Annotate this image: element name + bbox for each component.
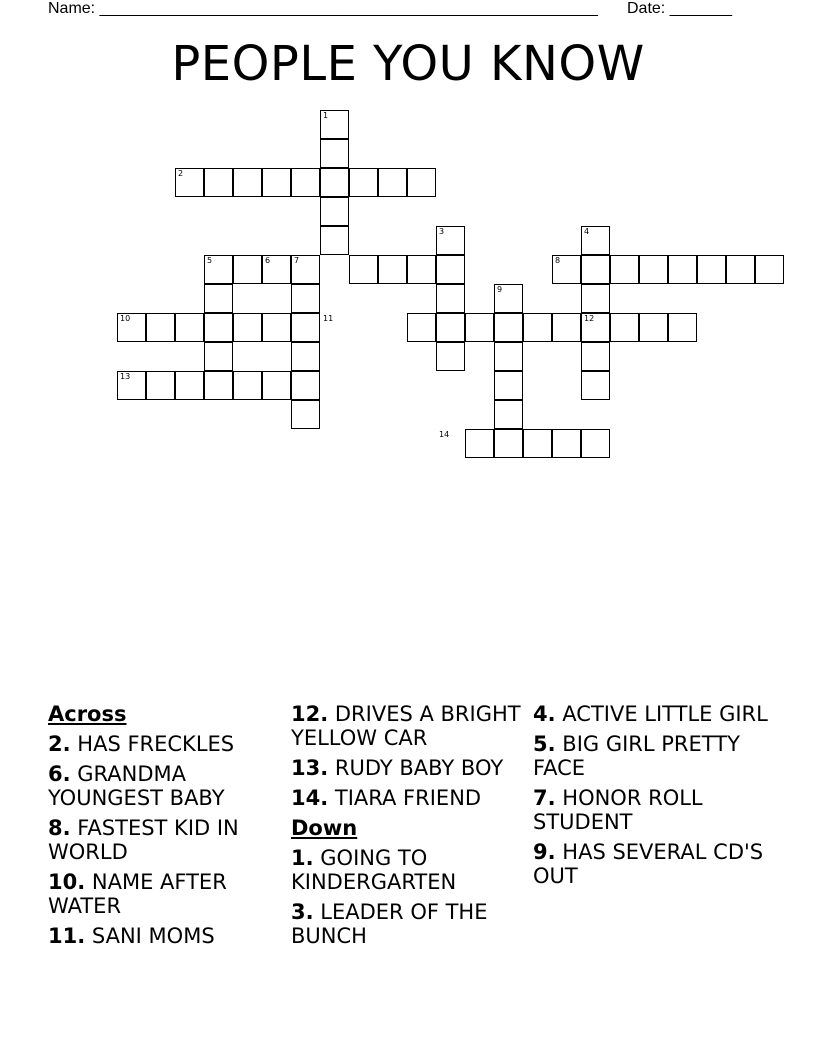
grid-cell[interactable] <box>436 255 465 284</box>
grid-cell[interactable] <box>262 313 291 342</box>
grid-cell[interactable] <box>581 429 610 458</box>
cell-number: 2 <box>178 169 184 178</box>
grid-cell[interactable] <box>494 429 523 458</box>
clue-number: 10. <box>48 870 86 894</box>
grid-cell[interactable] <box>291 284 320 313</box>
grid-cell[interactable] <box>697 255 726 284</box>
grid-cell[interactable] <box>639 313 668 342</box>
grid-cell[interactable] <box>494 342 523 371</box>
grid-cell[interactable] <box>233 371 262 400</box>
clue-across-12 <box>291 702 531 750</box>
grid-cell[interactable] <box>233 313 262 342</box>
clue-across-6 <box>48 762 288 810</box>
clue-across-8 <box>48 816 288 864</box>
clue-number: 13. <box>291 756 329 780</box>
grid-cell[interactable] <box>320 139 349 168</box>
grid-cell[interactable] <box>523 313 552 342</box>
grid-cell[interactable] <box>436 313 465 342</box>
cell-number: 13 <box>120 372 131 381</box>
grid-cell[interactable] <box>204 284 233 313</box>
clue-text: HONOR ROLL STUDENT <box>533 786 703 834</box>
clue-number: 5. <box>533 732 556 756</box>
clue-text: HAS FRECKLES <box>77 732 235 756</box>
clue-text: SANI MOMS <box>91 924 215 948</box>
clue-text: BIG GIRL PRETTY FACE <box>533 732 740 780</box>
clues-column-1 <box>48 702 288 954</box>
grid-cell[interactable] <box>581 255 610 284</box>
clue-number: 7. <box>533 786 556 810</box>
clue-text: RUDY BABY BOY <box>334 756 504 780</box>
cell-number: 6 <box>265 256 271 265</box>
page-title: PEOPLE YOU KNOW <box>171 36 645 92</box>
grid-cell[interactable] <box>349 255 378 284</box>
clue-text: ACTIVE LITTLE GIRL <box>562 702 768 726</box>
cell-number: 4 <box>584 227 590 236</box>
clue-text: LEADER OF THE BUNCH <box>291 900 488 948</box>
grid-cell[interactable] <box>407 255 436 284</box>
cell-number: 10 <box>120 314 131 323</box>
grid-cell[interactable] <box>581 371 610 400</box>
grid-cell[interactable] <box>552 313 581 342</box>
down-heading: Down <box>291 816 358 840</box>
grid-cell[interactable] <box>639 255 668 284</box>
grid-cell[interactable] <box>610 313 639 342</box>
grid-cell[interactable] <box>378 255 407 284</box>
grid-cell[interactable] <box>581 342 610 371</box>
grid-cell[interactable] <box>233 255 262 284</box>
grid-cell[interactable] <box>146 371 175 400</box>
grid-cell[interactable] <box>262 371 291 400</box>
clue-text: GRANDMA YOUNGEST BABY <box>48 762 225 810</box>
grid-cell[interactable] <box>755 255 784 284</box>
clue-down-5 <box>533 732 773 780</box>
grid-cell[interactable] <box>291 313 320 342</box>
grid-cell[interactable] <box>349 168 378 197</box>
grid-cell[interactable] <box>320 226 349 255</box>
grid-cell[interactable] <box>204 342 233 371</box>
clue-text: HAS SEVERAL CD'S OUT <box>533 840 764 888</box>
clue-across-10 <box>48 870 288 918</box>
grid-cell[interactable] <box>262 168 291 197</box>
clue-number: 6. <box>48 762 71 786</box>
grid-cell[interactable] <box>407 168 436 197</box>
clue-down-4 <box>533 702 773 726</box>
grid-cell[interactable] <box>436 284 465 313</box>
grid-cell[interactable] <box>233 168 262 197</box>
cell-number: 9 <box>497 285 503 294</box>
grid-cell[interactable] <box>610 255 639 284</box>
grid-cell[interactable] <box>320 197 349 226</box>
cell-number: 11 <box>323 314 334 323</box>
grid-cell[interactable] <box>204 313 233 342</box>
clue-down-9 <box>533 840 773 888</box>
grid-cell[interactable] <box>175 313 204 342</box>
clue-number: 3. <box>291 900 314 924</box>
grid-cell[interactable] <box>204 168 233 197</box>
cell-number: 14 <box>439 430 450 439</box>
grid-cell[interactable] <box>465 313 494 342</box>
clue-number: 1. <box>291 846 314 870</box>
clue-text: NAME AFTER WATER <box>48 870 227 918</box>
clue-across-14 <box>291 786 531 810</box>
clues-column-2 <box>291 702 531 954</box>
grid-cell[interactable] <box>465 429 494 458</box>
grid-cell[interactable] <box>204 371 233 400</box>
grid-cell[interactable] <box>581 284 610 313</box>
clue-across-2 <box>48 732 288 756</box>
grid-cell[interactable] <box>291 168 320 197</box>
grid-cell[interactable] <box>378 168 407 197</box>
grid-cell[interactable] <box>668 255 697 284</box>
clue-across-13 <box>291 756 531 780</box>
grid-cell[interactable] <box>407 313 436 342</box>
grid-cell[interactable] <box>291 342 320 371</box>
grid-cell[interactable] <box>320 168 349 197</box>
grid-cell[interactable] <box>552 429 581 458</box>
date-line: Date: _______ <box>627 0 732 17</box>
grid-cell[interactable] <box>523 429 552 458</box>
cell-number: 8 <box>555 256 561 265</box>
clue-number: 8. <box>48 816 71 840</box>
cell-number: 1 <box>323 111 329 120</box>
crossword-grid <box>0 0 816 480</box>
name-line: Name: ________________________________________________________ <box>48 0 598 17</box>
grid-cell[interactable] <box>291 400 320 429</box>
clues-column-3 <box>533 702 773 894</box>
clue-number: 11. <box>48 924 86 948</box>
grid-cell[interactable] <box>291 371 320 400</box>
clue-down-1 <box>291 846 531 894</box>
clue-text: DRIVES A BRIGHT YELLOW CAR <box>291 702 521 750</box>
cell-number: 7 <box>294 256 300 265</box>
across-heading: Across <box>48 702 127 726</box>
grid-cell[interactable] <box>726 255 755 284</box>
clue-down-3 <box>291 900 531 948</box>
cell-number: 12 <box>584 314 595 323</box>
grid-cell[interactable] <box>494 371 523 400</box>
clue-text: GOING TO KINDERGARTEN <box>291 846 457 894</box>
grid-cell[interactable] <box>494 400 523 429</box>
grid-cell[interactable] <box>146 313 175 342</box>
clue-down-7 <box>533 786 773 834</box>
grid-cell[interactable] <box>494 313 523 342</box>
clue-number: 12. <box>291 702 329 726</box>
clue-text: TIARA FRIEND <box>334 786 482 810</box>
grid-cell[interactable] <box>668 313 697 342</box>
clue-number: 9. <box>533 840 556 864</box>
clue-number: 14. <box>291 786 329 810</box>
clue-text: FASTEST KID IN WORLD <box>48 816 239 864</box>
cell-number: 5 <box>207 256 213 265</box>
clue-number: 4. <box>533 702 556 726</box>
clue-number: 2. <box>48 732 71 756</box>
cell-number: 3 <box>439 227 445 236</box>
clue-across-11 <box>48 924 288 948</box>
grid-cell[interactable] <box>436 342 465 371</box>
grid-cell[interactable] <box>175 371 204 400</box>
